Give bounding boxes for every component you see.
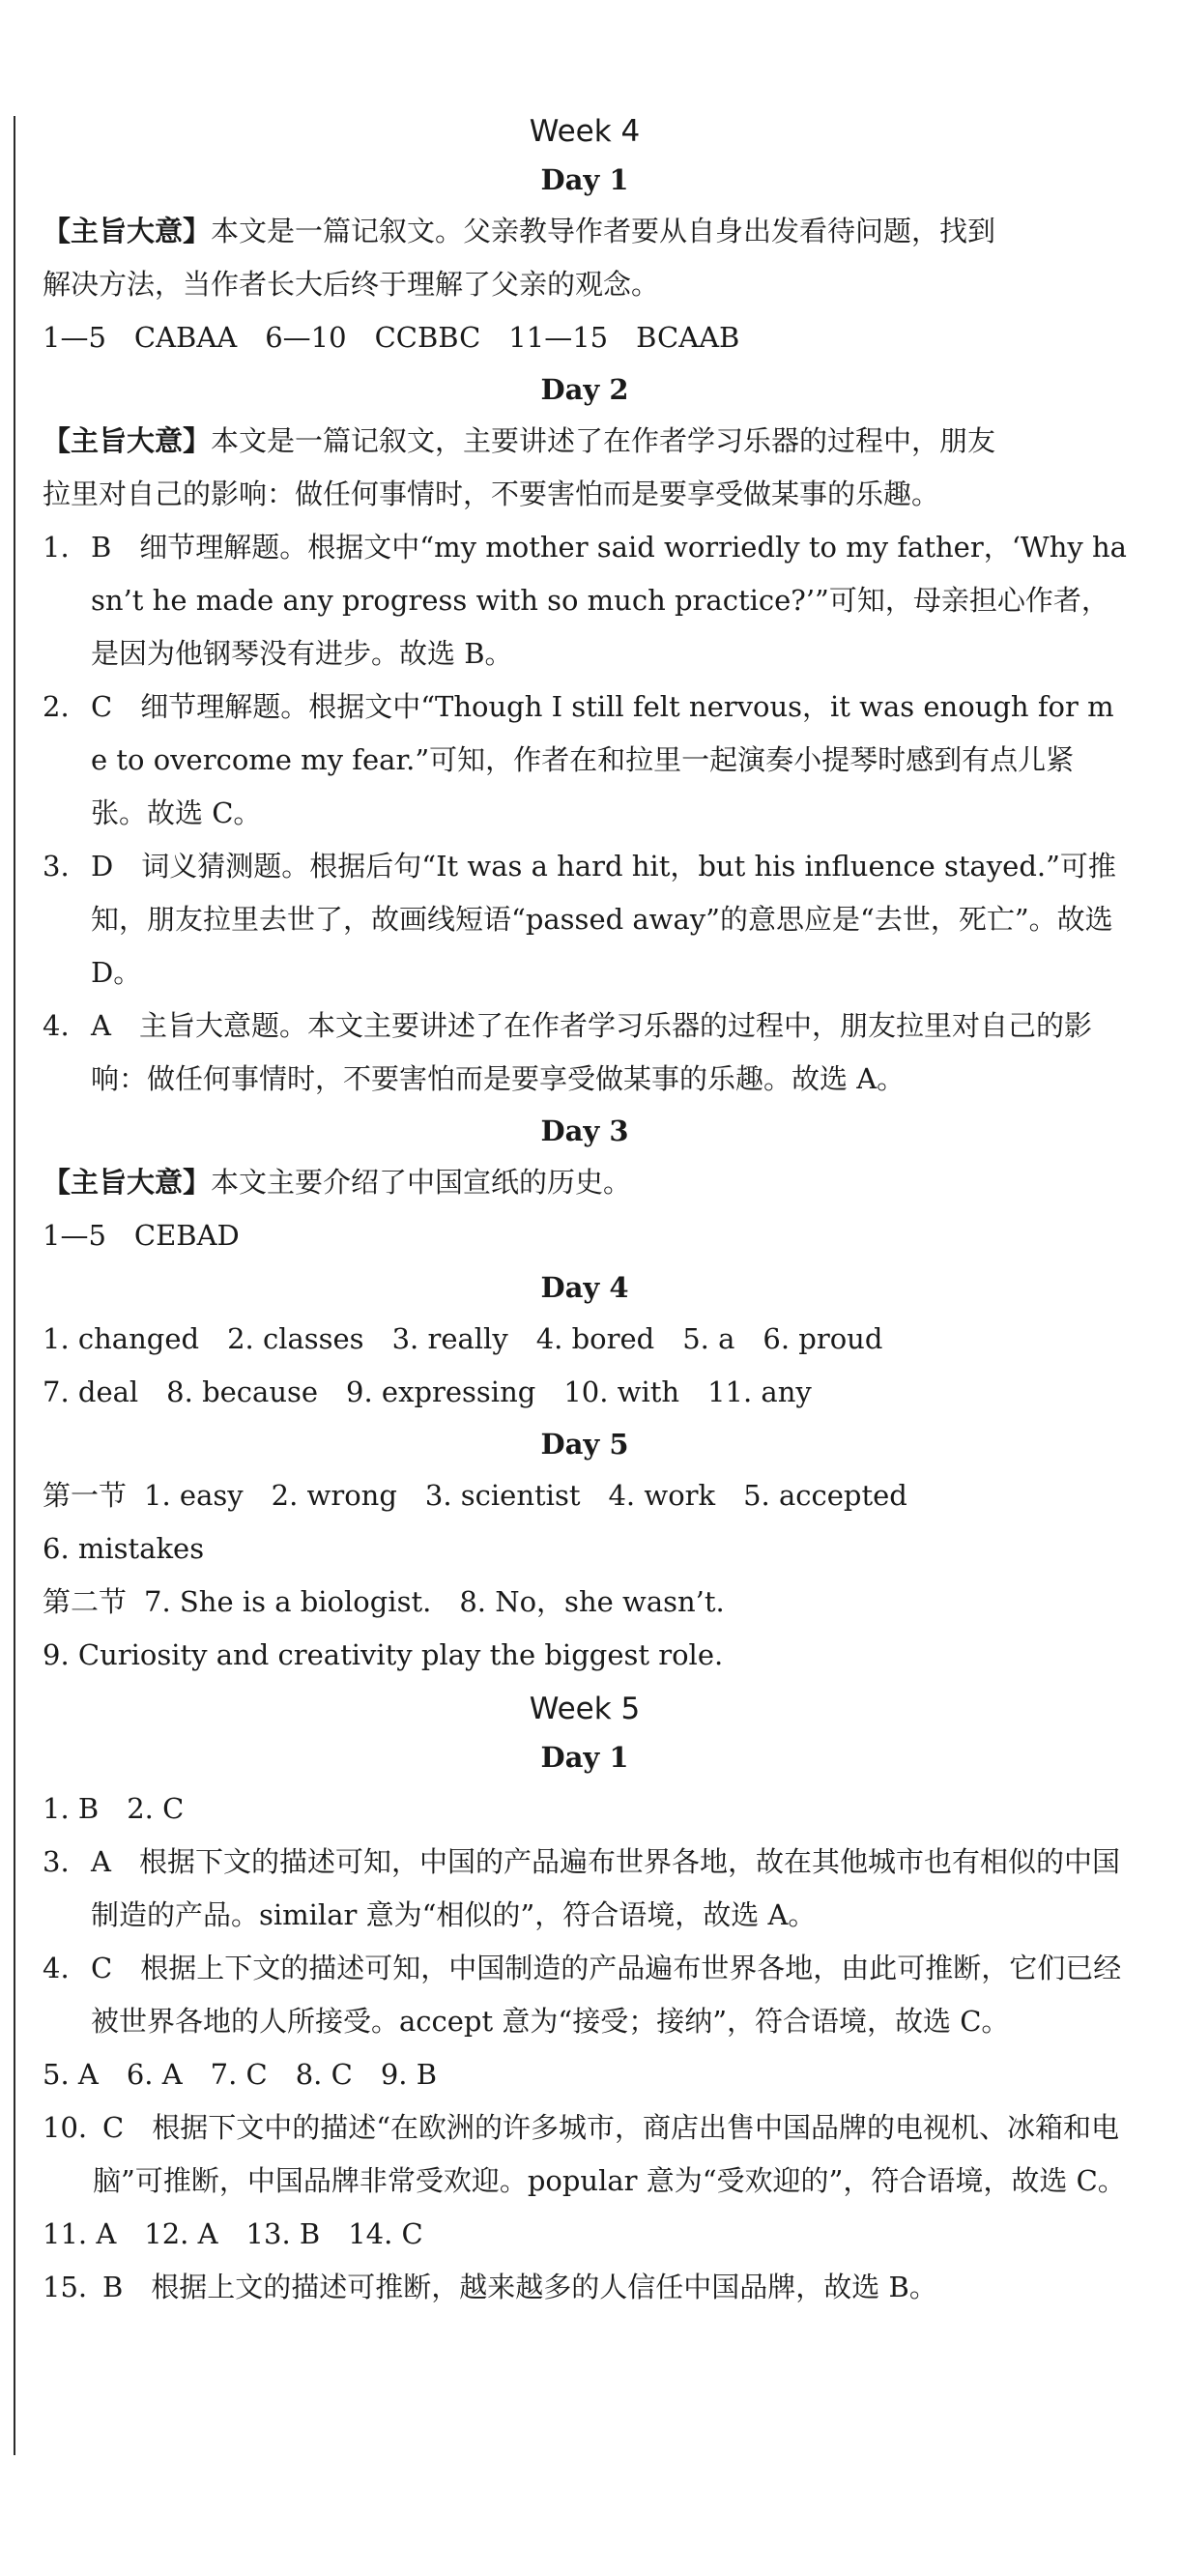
item-number: 4.: [43, 1952, 70, 1984]
section-label: 第二节: [43, 1585, 128, 1618]
section-answers: 1. easy 2. wrong 3. scientist 4. work 5. accepted: [144, 1479, 907, 1512]
week4-day2-item-2: [43, 680, 1127, 840]
item-text: C 根据下文中的描述“在欧洲的许多城市，商店出售中国品牌的电视机、冰箱和电脑”可推断，中国品牌非常受欢迎。popular 意为“受欢迎的”，符合语境，故选 C。: [93, 2111, 1126, 2197]
item-text: C 细节理解题。根据文中“Though I still felt nervous，it was enough for me to overcome my fear.”可知，作者在和拉里一起演奏小提琴时感到有点儿紧张。故选 C。: [91, 690, 1114, 829]
summary-tag: 【主旨大意】: [43, 215, 212, 247]
week4-day2-item-4: [43, 999, 1127, 1106]
week4-day3-title: Day 3: [540, 1114, 629, 1147]
week4-title: Week 4: [529, 114, 641, 149]
item-number: 1.: [43, 531, 70, 564]
summary-tag: 【主旨大意】: [43, 424, 212, 457]
item-number: 4.: [43, 1009, 70, 1042]
item-text: D 词义猜测题。根据后句“It was a hard hit，but his influence stayed.”可推知，朋友拉里去世了，故画线短语“passed away”的意思应是“去世，死亡”。故选 D。: [91, 850, 1116, 989]
week4-day1-summary-line1: [43, 205, 1127, 258]
week5-title: Week 5: [529, 1692, 641, 1726]
week4-day4-row1: 1. changed 2. classes 3. really 4. bored 5. a 6. proud: [43, 1322, 883, 1355]
section-answers: 7. She is a biologist. 8. No，she wasn’t.: [144, 1585, 725, 1618]
week4-day5-section2-row2: 9. Curiosity and creativity play the biggest role.: [43, 1638, 724, 1671]
week4-day5-title: Day 5: [540, 1428, 629, 1461]
week4-day2-title: Day 2: [540, 373, 629, 406]
item-number: 2.: [43, 690, 70, 723]
week5-day1-row11: 11. A 12. A 13. B 14. C: [43, 2217, 423, 2250]
summary-text: 本文是一篇记叙文，主要讲述了在作者学习乐器的过程中，朋友: [211, 424, 996, 457]
item-text: A 主旨大意题。本文主要讲述了在作者学习乐器的过程中，朋友拉里对自己的影响：做任何事情时，不要害怕而是要享受做某事的乐趣。故选 A。: [91, 1009, 1092, 1095]
item-number: 3.: [43, 1845, 70, 1878]
week4-day1-answers: 1—5 CABAA 6—10 CCBBC 11—15 BCAAB: [43, 321, 740, 354]
item-number: 10.: [43, 2111, 88, 2144]
week4-day5-section1-row: [43, 1469, 1127, 1522]
summary-tag: 【主旨大意】: [43, 1166, 212, 1199]
item-text: B 根据上文的描述可推断，越来越多的人信任中国品牌，故选 B。: [102, 2271, 937, 2303]
summary-text: 本文是一篇记叙文。父亲教导作者要从自身出发看待问题，找到: [211, 215, 996, 247]
week4-day4-title: Day 4: [540, 1271, 629, 1304]
answer-key-content: [43, 104, 1127, 2314]
item-text: A 根据下文的描述可知，中国的产品遍布世界各地，故在其他城市也有相似的中国制造的产品。similar 意为“相似的”，符合语境，故选 A。: [91, 1845, 1120, 1931]
week4-day4-row2: 7. deal 8. because 9. expressing 10. with 11. any: [43, 1375, 812, 1408]
week5-day1-item-15: [43, 2261, 1127, 2314]
week4-day3-summary: [43, 1156, 1127, 1209]
summary-text: 本文主要介绍了中国宣纸的历史。: [211, 1166, 632, 1199]
item-text: B 细节理解题。根据文中“my mother said worriedly to my father，‘Why hasn’t he made any progress with so much practice?’”可知，母亲担心作者，是因为他钢琴没有进步。故选 B。: [91, 531, 1127, 670]
week4-day1-summary-line2: 解决方法，当作者长大后终于理解了父亲的观念。: [43, 268, 660, 301]
week4-day2-summary-line2: 拉里对自己的影响：做任何事情时，不要害怕而是要享受做某事的乐趣。: [43, 478, 940, 510]
week4-day5-section2-row: [43, 1576, 1127, 1629]
week4-day2-item-1: [43, 521, 1127, 680]
week4-day1-title: Day 1: [540, 163, 629, 196]
item-text: C 根据上下文的描述可知，中国制造的产品遍布世界各地，由此可推断，它们已经被世界各地的人所接受。accept 意为“接受；接纳”，符合语境，故选 C。: [91, 1952, 1122, 2038]
week4-day2-summary-line1: [43, 415, 1127, 468]
section-label: 第一节: [43, 1479, 128, 1512]
week5-day1-row5: 5. A 6. A 7. C 8. C 9. B: [43, 2058, 438, 2091]
item-number: 15.: [43, 2271, 88, 2303]
week5-day1-item-3: [43, 1836, 1127, 1942]
week5-day1-row1: 1. B 2. C: [43, 1792, 185, 1825]
week4-day5-section1-row2: 6. mistakes: [43, 1532, 205, 1565]
week5-day1-item-4: [43, 1942, 1127, 2048]
item-number: 3.: [43, 850, 70, 883]
week4-day2-item-3: [43, 840, 1127, 999]
week5-day1-item-10: [43, 2101, 1127, 2208]
week5-day1-title: Day 1: [540, 1741, 629, 1774]
page-left-rule: [14, 116, 15, 2455]
week4-day3-answers: 1—5 CEBAD: [43, 1219, 240, 1252]
